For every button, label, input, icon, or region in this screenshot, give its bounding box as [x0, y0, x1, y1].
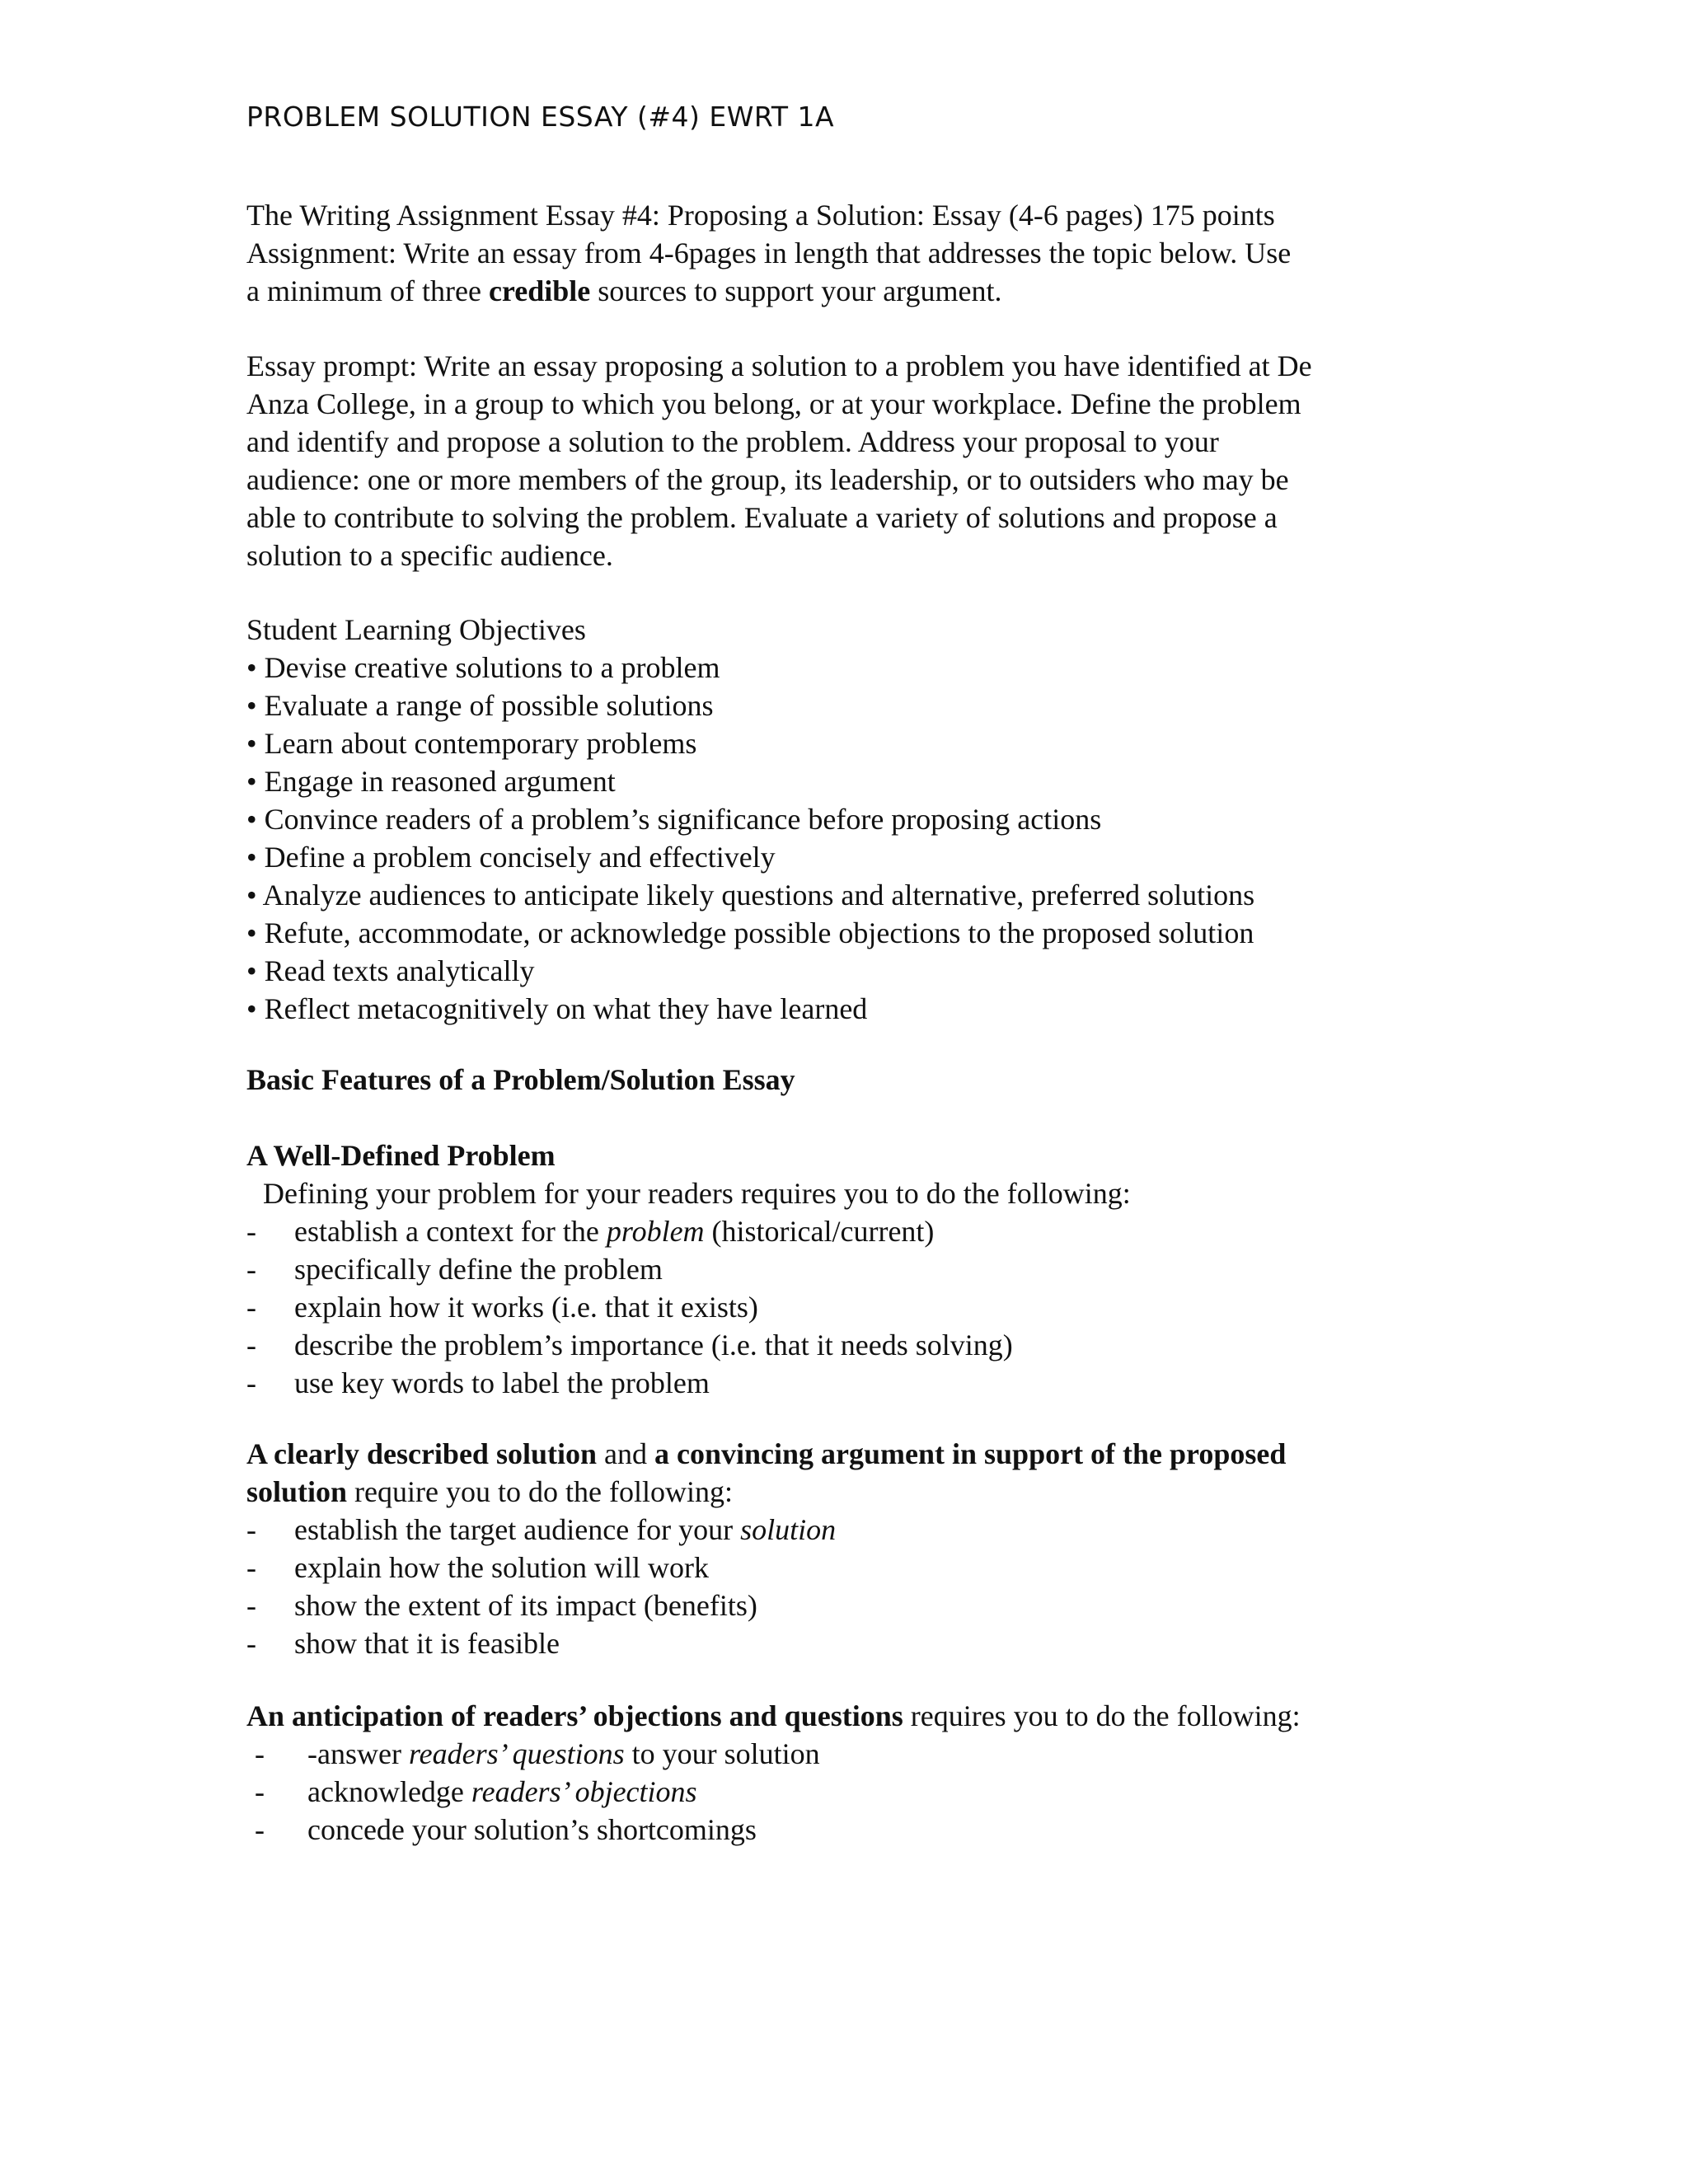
problem-emphasis: problem [606, 1215, 705, 1248]
prompt-line: solution to a specific audience. [246, 539, 613, 572]
problem-item [246, 1326, 1450, 1364]
problem-heading: A Well-Defined Problem [246, 1139, 556, 1172]
dash-bullet: - [255, 1737, 265, 1770]
solution-item [246, 1586, 1450, 1624]
anticipation-item-part: acknowledge [307, 1775, 471, 1808]
solution-item-text: explain how the solution will work [294, 1551, 709, 1584]
dash-bullet: - [255, 1813, 265, 1846]
prompt-line: and identify and propose a solution to the problem. Address your proposal to your [246, 425, 1219, 458]
dash-bullet: - [246, 1589, 256, 1622]
dash-bullet: - [246, 1329, 256, 1361]
assignment-text: sources to support your argument. [590, 274, 1002, 307]
anticipation-heading: An anticipation of readers’ objections and questions [246, 1699, 903, 1732]
problem-item-text: specifically define the problem [294, 1253, 663, 1286]
solution-item [246, 1549, 1450, 1586]
problem-item [246, 1250, 1450, 1288]
problem-item [246, 1212, 1450, 1250]
anticipation-item-part: -answer [307, 1737, 409, 1770]
problem-item-part: (historical/current) [704, 1215, 935, 1248]
prompt-line: audience: one or more members of the group, its leadership, or to outsiders who may be [246, 463, 1289, 496]
solution-item [246, 1511, 1450, 1549]
essay-prompt-paragraph [246, 347, 1450, 574]
dash-bullet: - [246, 1291, 256, 1324]
problem-item-text: explain how it works (i.e. that it exists) [294, 1291, 758, 1324]
problem-item-text: use key words to label the problem [294, 1366, 710, 1399]
document-title: PROBLEM SOLUTION ESSAY (#4) EWRT 1A [246, 101, 835, 133]
solution-item-part: establish the target audience for your [294, 1513, 741, 1546]
anticipation-item [246, 1811, 1450, 1849]
solution-intro-line [246, 1473, 1450, 1511]
objective-item: • Read texts analytically [246, 954, 535, 987]
prompt-line: able to contribute to solving the problem. Evaluate a variety of solutions and propose a [246, 501, 1278, 534]
objective-item: • Devise creative solutions to a problem [246, 651, 720, 684]
objective-item: • Engage in reasoned argument [246, 765, 616, 798]
objective-item: • Convince readers of a problem’s significance before proposing actions [246, 803, 1102, 836]
features-heading-block [246, 1061, 1450, 1099]
anticipation-item-part: to your solution [624, 1737, 820, 1770]
solution-item-text: show that it is feasible [294, 1627, 560, 1660]
problem-item-part: establish a context for the [294, 1215, 607, 1248]
anticipation-item [246, 1735, 1450, 1773]
dash-bullet: - [246, 1215, 256, 1248]
problem-section [246, 1137, 1450, 1402]
prompt-line: Essay prompt: Write an essay proposing a solution to a problem you have identified at De [246, 349, 1312, 382]
argument-heading: a convincing argument in support of the proposed [654, 1437, 1287, 1470]
assignment-line [246, 272, 1450, 310]
objective-item: • Learn about contemporary problems [246, 727, 697, 760]
objective-item: • Analyze audiences to anticipate likely questions and alternative, preferred solutions [246, 879, 1255, 912]
assignment-line: Assignment: Write an essay from 4-6pages in length that addresses the topic below. Use [246, 237, 1292, 269]
objectives-section [246, 611, 1450, 1028]
solution-intro-text: require you to do the following: [347, 1475, 733, 1508]
solution-intro-line [246, 1435, 1450, 1473]
solution-emphasis: solution [740, 1513, 837, 1546]
anticipation-item-text: concede your solution’s shortcomings [307, 1813, 757, 1846]
problem-item-text: describe the problem’s importance (i.e. that it needs solving) [294, 1329, 1013, 1361]
solution-heading: A clearly described solution [246, 1437, 597, 1470]
anticipation-intro-text: requires you to do the following: [903, 1699, 1301, 1732]
credible-emphasis: credible [488, 274, 591, 307]
objective-item: • Reflect metacognitively on what they have learned [246, 992, 868, 1025]
anticipation-emphasis: readers’ questions [408, 1737, 625, 1770]
problem-intro: Defining your problem for your readers requires you to do the following: [263, 1177, 1131, 1210]
anticipation-emphasis: readers’ objections [471, 1775, 697, 1808]
solution-heading-cont: solution [246, 1475, 348, 1508]
assignment-line: The Writing Assignment Essay #4: Proposing a Solution: Essay (4-6 pages) 175 points [246, 199, 1275, 232]
objective-item: • Define a problem concisely and effectively [246, 841, 776, 874]
objective-item: • Evaluate a range of possible solutions [246, 689, 714, 722]
dash-bullet: - [255, 1775, 265, 1808]
anticipation-item-text [307, 1735, 820, 1773]
solution-connector: and [597, 1437, 654, 1470]
solution-item [246, 1624, 1450, 1662]
assignment-text: a minimum of three [246, 274, 489, 307]
solution-item-text [294, 1511, 836, 1549]
objective-item: • Refute, accommodate, or acknowledge possible objections to the proposed solution [246, 916, 1254, 949]
prompt-line: Anza College, in a group to which you belong, or at your workplace. Define the problem [246, 387, 1301, 420]
anticipation-item-text [307, 1773, 697, 1811]
solution-item-text: show the extent of its impact (benefits) [294, 1589, 757, 1622]
dash-bullet: - [246, 1513, 256, 1546]
objectives-heading: Student Learning Objectives [246, 613, 586, 646]
assignment-paragraph [246, 196, 1450, 310]
anticipation-item [246, 1773, 1450, 1811]
features-heading: Basic Features of a Problem/Solution Essay [246, 1063, 795, 1096]
dash-bullet: - [246, 1366, 256, 1399]
dash-bullet: - [246, 1551, 256, 1584]
dash-bullet: - [246, 1253, 256, 1286]
dash-bullet: - [246, 1627, 256, 1660]
solution-section [246, 1435, 1450, 1662]
problem-item-text [294, 1212, 934, 1250]
problem-item [246, 1288, 1450, 1326]
anticipation-section [246, 1697, 1450, 1849]
anticipation-intro-line [246, 1697, 1450, 1735]
problem-item [246, 1364, 1450, 1402]
